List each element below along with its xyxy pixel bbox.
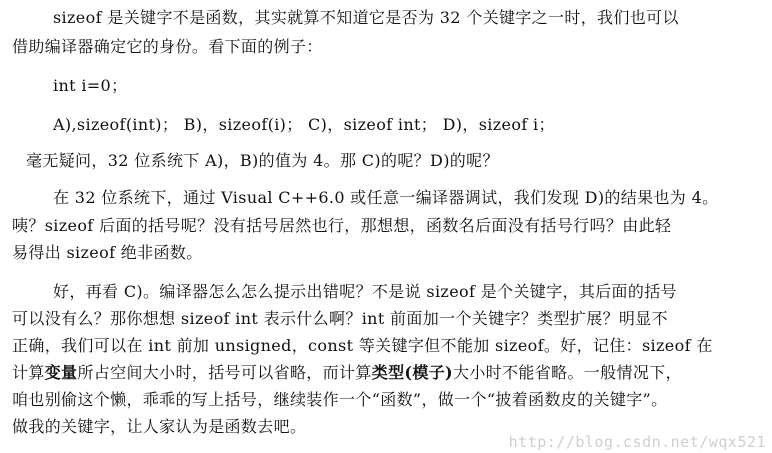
emphasis-variable: 变量 <box>44 363 78 382</box>
p1-line-2: 借助编译器确定它的身份。看下面的例子： <box>12 37 323 56</box>
p4-line-6: 做我的关键字，让人家认为是函数去吧。 <box>12 417 307 436</box>
p4-line-4-a: 计算 <box>12 363 45 382</box>
p4-line-4 <box>12 362 682 384</box>
p4-line-2: 可以没有么？那你想想 sizeof int 表示什么啊？int 前面加一个关键字？类型扩展？明显不 <box>12 309 668 328</box>
p3-line-2: 咦？sizeof 后面的括号呢？没有括号居然也行，那想想，函数名后面没有括号行吗？由此轻 <box>12 216 672 235</box>
p4-line-4-e: 大小时不能省略。一般情况下， <box>452 363 682 382</box>
p4-line-5: 咱也别偷这个懒，乖乖的写上括号，继续装作一个“函数”，做一个“披着函数皮的关键字”。 <box>12 390 668 409</box>
p4-line-1: 好，再看 C)。编译器怎么怎么提示出错呢？不是说 sizeof 是个关键字，其后面的括号 <box>53 282 677 301</box>
p3-line-1: 在 32 位系统下，通过 Visual C++6.0 或任意一编译器调试，我们发现 D)的结果也为 4。 <box>53 188 719 207</box>
code-line-1: int i=0； <box>53 76 128 95</box>
p3-line-3: 易得出 sizeof 绝非函数。 <box>12 243 203 262</box>
watermark-url: http://blog.csdn.net/wqx521 <box>508 433 766 451</box>
code-line-2: A),sizeof(int)； B)，sizeof(i)； C)，sizeof int； D)，sizeof i； <box>53 115 555 134</box>
p1-line-1: sizeof 是关键字不是函数，其实就算不知道它是否为 32 个关键字之一时，我们也可以 <box>53 8 679 27</box>
emphasis-type-mold: 类型(模子) <box>371 363 453 382</box>
p2-line-1: 毫无疑问，32 位系统下 A)，B)的值为 4。那 C)的呢？D)的呢？ <box>26 151 499 170</box>
p4-line-3: 正确，我们可以在 int 前加 unsigned，const 等关键字但不能加 sizeof。好，记住：sizeof 在 <box>12 336 713 355</box>
p4-line-4-c: 所占空间大小时，括号可以省略，而计算 <box>77 363 372 382</box>
